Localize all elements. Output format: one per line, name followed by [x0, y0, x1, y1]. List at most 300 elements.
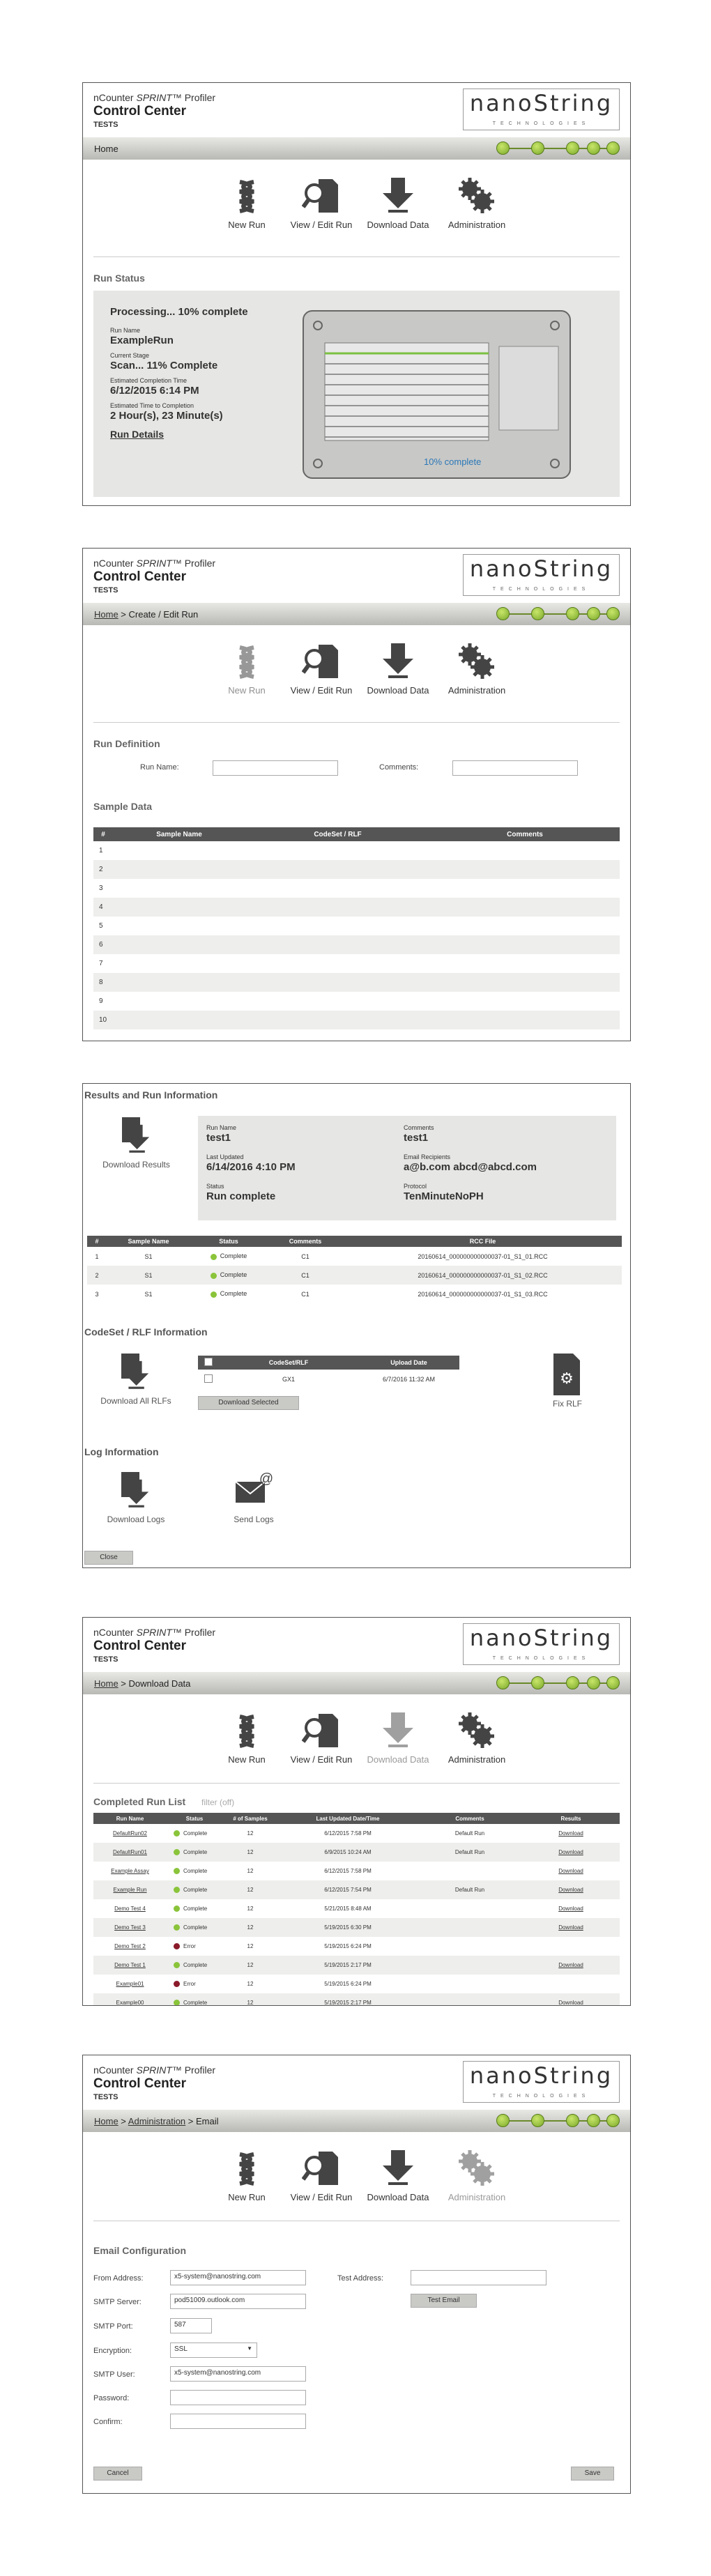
table-row[interactable] [93, 1956, 620, 1975]
download-data-button[interactable]: Download Data [356, 642, 440, 696]
send-logs-button[interactable]: @ Send Logs [234, 1471, 274, 1524]
email-screen [82, 2055, 631, 2494]
product-line: nCounter SPRINT™ Profiler [93, 92, 216, 103]
download-link[interactable]: Download [522, 1993, 620, 2006]
view-edit-run-button[interactable]: View / Edit Run [280, 176, 363, 230]
row-index: 9 [99, 997, 103, 1005]
download-results-button[interactable]: Download Results [93, 1116, 180, 1170]
product-line: nCounter SPRINT™ Profiler [93, 558, 216, 569]
run-name-link[interactable]: Demo Test 4 [114, 1906, 146, 1912]
confirm-label: Confirm: [93, 2418, 123, 2426]
cartridge-graphic [303, 310, 571, 479]
main-toolbar [93, 2132, 620, 2221]
row-index: 8 [93, 973, 113, 992]
nanostring-logo: nanoString TECHNOLOGIES [463, 2061, 620, 2103]
run-name-input[interactable] [213, 760, 338, 776]
breadcrumb: Home > Administration > Email [94, 2116, 219, 2126]
sample-name-cell[interactable] [113, 992, 245, 1011]
updated-cell: 5/19/2015 2:17 PM [278, 1956, 418, 1975]
gears-icon [457, 176, 496, 215]
comments-cell[interactable] [430, 879, 620, 898]
col-comments[interactable]: Comments [418, 1813, 522, 1824]
sample-name-cell[interactable] [113, 898, 245, 917]
codeset-cell[interactable] [245, 898, 430, 917]
table-row[interactable] [93, 1918, 620, 1937]
rcc-file-cell: 20160614_000000000000037-01_S1_01.RCC [418, 1252, 548, 1260]
status-cell: Error [167, 1937, 222, 1956]
smtp-user-input[interactable]: x5-system@nanostring.com [170, 2366, 306, 2382]
from-label: From Address: [93, 2274, 144, 2283]
run-status-panel [93, 291, 620, 497]
status-cell: Complete [167, 1880, 222, 1899]
nav-bar [83, 1672, 630, 1694]
codeset-cell[interactable] [245, 973, 430, 992]
status-dot-icon [211, 1273, 217, 1279]
row-index: 7 [99, 960, 103, 967]
email-config-title: Email Configuration [93, 2245, 186, 2256]
gears-icon [457, 2149, 496, 2188]
run-details-link[interactable]: Run Details [110, 429, 165, 440]
col-upload-date: Upload Date [390, 1359, 427, 1366]
comments-cell[interactable] [430, 973, 620, 992]
run-table-wrap [93, 1813, 620, 2006]
codeset-cell[interactable] [245, 992, 430, 1011]
cancel-button[interactable]: Cancel [93, 2467, 142, 2481]
table-row[interactable] [93, 860, 620, 879]
status-cell: Complete [190, 1266, 267, 1285]
new-run-icon [231, 2149, 262, 2188]
sample-name-cell: S1 [144, 1252, 153, 1260]
sample-name-cell[interactable] [113, 973, 245, 992]
codeset-cell[interactable] [245, 935, 430, 954]
comments-cell [418, 1899, 522, 1918]
table-row[interactable] [93, 1824, 620, 1843]
download-link[interactable]: Download [522, 1880, 620, 1899]
download-link[interactable] [522, 1975, 620, 1993]
download-link[interactable]: Download [558, 1868, 583, 1874]
encryption-select[interactable]: SSL ▼ [170, 2343, 257, 2358]
download-link[interactable]: Download [522, 1918, 620, 1937]
breadcrumb-home-link[interactable]: Home [94, 2116, 118, 2126]
updated-cell: 5/19/2015 6:24 PM [324, 1943, 372, 1949]
updated-cell: 6/12/2015 7:58 PM [324, 1868, 372, 1874]
comments-cell [418, 1993, 522, 2006]
row-index: 3 [99, 884, 103, 892]
status-dots [496, 1676, 620, 1690]
run-name-value: ExampleRun [110, 335, 174, 346]
run-name-link[interactable]: DefaultRun01 [93, 1843, 167, 1862]
password-label: Password: [93, 2394, 130, 2402]
view-edit-run-button[interactable]: View / Edit Run [280, 1711, 363, 1765]
row-index: 10 [93, 1011, 113, 1029]
download-data-button[interactable]: Download Data [356, 176, 440, 230]
status-dot-icon [174, 1830, 180, 1837]
nav-bar [83, 137, 630, 160]
table-row [87, 1266, 622, 1285]
samples-cell: 12 [222, 1880, 278, 1899]
status-cell: Complete [190, 1285, 267, 1303]
from-input[interactable]: x5-system@nanostring.com [170, 2270, 306, 2285]
table-row[interactable] [93, 1862, 620, 1880]
stage-label: Current Stage [110, 352, 150, 359]
password-input[interactable] [170, 2390, 306, 2405]
home-screen [82, 82, 631, 506]
comments-input[interactable] [452, 760, 578, 776]
sample-table [93, 827, 620, 1029]
download-data-button[interactable]: Download Data [356, 2149, 440, 2202]
table-row[interactable] [93, 1899, 620, 1918]
sample-name-cell[interactable] [113, 954, 245, 973]
col-samples[interactable]: # of Samples [222, 1813, 278, 1824]
results-table-wrap [87, 1236, 622, 1303]
protocol-label: Protocol [404, 1183, 427, 1190]
breadcrumb: Home > Create / Edit Run [94, 609, 199, 620]
comments-value: test1 [404, 1132, 429, 1144]
app-title: Control Center [93, 104, 186, 118]
status-dot-icon [174, 1981, 180, 1987]
download-link[interactable]: Download [522, 1843, 620, 1862]
table-row[interactable] [93, 917, 620, 935]
samples-cell: 12 [247, 1868, 254, 1874]
download-logs-button[interactable]: Download Logs [87, 1471, 185, 1524]
updated-cell: 5/21/2015 8:48 AM [324, 1906, 372, 1912]
sample-name-cell[interactable] [113, 917, 245, 935]
status-dot-icon [174, 1906, 180, 1912]
comments-cell: C1 [301, 1290, 309, 1298]
col-index: # [93, 827, 113, 841]
nanostring-logo: nanoString TECHNOLOGIES [463, 1623, 620, 1665]
updated-cell: 5/19/2015 2:17 PM [278, 1993, 418, 2006]
col-sample-name: Sample Name [113, 827, 245, 841]
sample-name-cell[interactable] [113, 1011, 245, 1029]
email-label: Email Recipients [404, 1153, 451, 1160]
test-address-label: Test Address: [337, 2274, 384, 2283]
new-run-button[interactable]: New Run [205, 2149, 289, 2202]
main-toolbar [93, 1694, 620, 1784]
product-line: nCounter SPRINT™ Profiler [93, 1627, 216, 1638]
col-index: # [87, 1236, 107, 1247]
table-row [87, 1247, 622, 1266]
table-row[interactable] [93, 935, 620, 954]
stage-value: Scan... 11% Complete [110, 360, 218, 371]
download-link[interactable]: Download [558, 1830, 583, 1837]
updated-cell: 5/19/2015 6:30 PM [278, 1918, 418, 1937]
comments-cell[interactable] [430, 898, 620, 917]
status-cell: Complete [167, 1862, 222, 1880]
col-run-name[interactable]: Run Name [93, 1813, 167, 1824]
administration-button[interactable]: Administration [435, 1711, 519, 1765]
run-name-label: Run Name: [140, 763, 179, 772]
codeset-cell[interactable] [245, 879, 430, 898]
col-status[interactable]: Status [167, 1813, 222, 1824]
row-index: 5 [99, 922, 103, 930]
confirm-input[interactable] [170, 2414, 306, 2429]
table-row[interactable] [93, 1975, 620, 1993]
codeset-cell[interactable] [245, 841, 430, 860]
run-status-title: Run Status [93, 273, 145, 284]
download-link[interactable]: Download [558, 1906, 583, 1912]
comments-cell [418, 1956, 522, 1975]
product-line: nCounter SPRINT™ Profiler [93, 2064, 216, 2076]
breadcrumb-admin-link[interactable]: Administration [128, 2116, 186, 2126]
codeset-cell[interactable] [245, 954, 430, 973]
status-dots [496, 607, 620, 621]
sample-data-title: Sample Data [93, 801, 153, 812]
updated-label: Last Updated [206, 1153, 244, 1160]
test-email-button[interactable]: Test Email [411, 2294, 477, 2308]
status-dot-icon [174, 1924, 180, 1931]
processing-text: Processing... 10% complete [110, 306, 248, 318]
table-row[interactable] [93, 992, 620, 1011]
rlf-date: 6/7/2016 11:32 AM [383, 1376, 435, 1383]
table-row[interactable] [93, 1843, 620, 1862]
status-cell: Complete [167, 1918, 222, 1937]
samples-cell: 12 [247, 1830, 254, 1837]
sample-name-cell[interactable] [113, 879, 245, 898]
codeset-cell[interactable] [245, 860, 430, 879]
status-dot-icon [174, 2000, 180, 2006]
comments-cell [418, 1862, 522, 1880]
smtp-port-label: SMTP Port: [93, 2322, 133, 2331]
comments-cell[interactable] [430, 992, 620, 1011]
status-label: Status [206, 1183, 224, 1190]
rcc-file-cell: 20160614_000000000000037-01_S1_03.RCC [418, 1290, 548, 1298]
app-header [83, 83, 630, 137]
table-row[interactable] [93, 954, 620, 973]
comments-cell [418, 1975, 522, 1993]
status-cell: Complete [190, 1247, 267, 1266]
nanostring-logo: nanoString TECHNOLOGIES [463, 89, 620, 130]
app-title: Control Center [93, 569, 186, 584]
comments-cell: Default Run [454, 1830, 485, 1837]
status-value: Run complete [206, 1190, 276, 1202]
download-arrow-icon [381, 176, 415, 215]
sample-name-cell[interactable] [113, 860, 245, 879]
administration-button[interactable]: Administration [435, 642, 519, 696]
status-dot-icon [174, 1943, 180, 1949]
magnifier-document-icon [302, 1711, 341, 1750]
download-document-icon [119, 1116, 154, 1158]
status-dots [496, 2114, 620, 2128]
status-dot-icon [174, 1962, 180, 1968]
samples-cell: 12 [222, 1918, 278, 1937]
filter-link[interactable]: filter (off) [201, 1797, 235, 1807]
codeset-title: CodeSet / RLF Information [84, 1326, 208, 1337]
row-index: 3 [95, 1290, 99, 1298]
row-index: 4 [93, 898, 113, 917]
table-row[interactable] [93, 1880, 620, 1899]
col-status: Status [190, 1236, 267, 1247]
row-index: 1 [95, 1252, 99, 1260]
col-codeset: CodeSet / RLF [245, 827, 430, 841]
comments-cell: C1 [267, 1266, 344, 1285]
svg-text:⚙: ⚙ [560, 1370, 574, 1387]
row-index: 2 [93, 860, 113, 879]
comments-label: Comments: [379, 763, 419, 772]
col-updated[interactable]: Last Updated Date/Time [278, 1813, 418, 1824]
run-name-link[interactable]: Demo Test 1 [93, 1956, 167, 1975]
download-data-button[interactable]: Download Data [356, 1711, 440, 1765]
magnifier-document-icon [302, 176, 341, 215]
fix-rlf-document-icon [552, 1352, 583, 1397]
status-cell: Complete [167, 1956, 222, 1975]
table-row[interactable] [93, 1937, 620, 1956]
table-row[interactable] [93, 1011, 620, 1029]
user-label: TESTS [93, 121, 118, 129]
run-name-value: test1 [206, 1132, 231, 1144]
run-name-link[interactable]: Example Assay [111, 1868, 149, 1874]
updated-cell: 6/12/2015 7:54 PM [278, 1880, 418, 1899]
table-row [87, 1285, 622, 1303]
status-cell: Complete [167, 1824, 222, 1843]
download-selected-button[interactable]: Download Selected [198, 1396, 299, 1410]
user-label: TESTS [93, 1655, 118, 1664]
gears-icon [457, 642, 496, 681]
breadcrumb-home-link[interactable]: Home [94, 1678, 118, 1689]
administration-button[interactable]: Administration [435, 2149, 519, 2202]
rlf-name: GX1 [282, 1376, 295, 1383]
smtp-port-input[interactable]: 587 [170, 2318, 212, 2333]
table-row[interactable] [93, 1993, 620, 2006]
view-edit-run-button[interactable]: View / Edit Run [280, 642, 363, 696]
status-cell: Complete [167, 1843, 222, 1862]
save-button[interactable]: Save [571, 2467, 614, 2481]
select-all-checkbox[interactable] [204, 1358, 213, 1366]
sample-name-cell: S1 [107, 1266, 190, 1285]
main-toolbar [93, 160, 620, 257]
sample-name-cell[interactable] [113, 841, 245, 860]
run-table [93, 1813, 620, 2006]
col-results[interactable]: Results [522, 1813, 620, 1824]
download-document-icon [118, 1471, 153, 1512]
user-label: TESTS [93, 586, 118, 595]
close-button[interactable]: Close [84, 1551, 133, 1565]
new-run-button[interactable]: New Run [205, 176, 289, 230]
comments-cell[interactable] [430, 917, 620, 935]
row-index: 1 [99, 847, 103, 854]
rcc-file-cell: 20160614_000000000000037-01_S1_02.RCC [344, 1266, 622, 1285]
download-arrow-icon [381, 642, 415, 681]
download-link[interactable] [522, 1937, 620, 1956]
run-name-link[interactable]: Demo Test 3 [93, 1918, 167, 1937]
table-row[interactable] [93, 898, 620, 917]
status-dot-icon [211, 1254, 217, 1260]
results-screen [82, 1083, 631, 1568]
updated-cell: 5/19/2015 6:24 PM [324, 1981, 372, 1987]
breadcrumb: Home [94, 144, 118, 154]
comments-cell: Default Run [418, 1843, 522, 1862]
comments-cell [418, 1918, 522, 1937]
download-arrow-icon [381, 1711, 415, 1750]
gears-icon [457, 1711, 496, 1750]
view-edit-run-button[interactable]: View / Edit Run [280, 2149, 363, 2202]
est-label: Estimated Completion Time [110, 377, 188, 384]
new-run-icon [231, 642, 262, 681]
magnifier-document-icon [302, 642, 341, 681]
comments-cell: C1 [301, 1252, 309, 1260]
samples-cell: 12 [247, 1981, 254, 1987]
run-name-link[interactable]: Demo Test 2 [114, 1943, 146, 1949]
envelope-at-icon [233, 1471, 275, 1512]
test-address-input[interactable] [411, 2270, 546, 2285]
sample-name-cell: S1 [144, 1290, 153, 1298]
table-row[interactable] [93, 973, 620, 992]
app-header [83, 1618, 630, 1672]
comments-cell[interactable] [430, 860, 620, 879]
download-arrow-icon [381, 2149, 415, 2188]
fix-rlf-button[interactable]: ⚙ Fix RLF [536, 1352, 599, 1409]
download-all-rlfs-button[interactable]: Download All RLFs [87, 1352, 185, 1406]
run-name-label: Run Name [110, 327, 141, 334]
results-title: Results and Run Information [84, 1089, 218, 1101]
run-name-link[interactable]: Example01 [116, 1981, 144, 1987]
comments-cell [418, 1937, 522, 1956]
chevron-down-icon: ▼ [247, 2345, 252, 2352]
download-document-icon [118, 1352, 153, 1394]
run-name-link[interactable]: DefaultRun02 [113, 1830, 147, 1837]
comments-cell[interactable] [430, 841, 620, 860]
col-sample-name: Sample Name [107, 1236, 190, 1247]
samples-cell: 12 [222, 1993, 278, 2006]
main-toolbar [93, 625, 620, 723]
comments-cell[interactable] [430, 1011, 620, 1029]
nav-bar [83, 2110, 630, 2132]
codeset-cell[interactable] [245, 1011, 430, 1029]
smtp-server-input[interactable]: pod51009.outlook.com [170, 2294, 306, 2309]
col-codeset: CodeSet/RLF [268, 1359, 309, 1366]
status-cell: Error [167, 1975, 222, 1993]
new-run-button[interactable]: New Run [205, 642, 289, 696]
comments-cell[interactable] [430, 935, 620, 954]
new-run-icon [231, 1711, 262, 1750]
cartridge-icon [304, 312, 569, 477]
est-value: 6/12/2015 6:14 PM [110, 385, 199, 397]
codeset-cell[interactable] [245, 917, 430, 935]
rlf-row-checkbox[interactable] [204, 1374, 213, 1383]
comments-cell[interactable] [430, 954, 620, 973]
updated-value: 6/14/2016 4:10 PM [206, 1161, 296, 1173]
samples-cell: 12 [247, 1906, 254, 1912]
protocol-value: TenMinuteNoPH [404, 1190, 484, 1202]
status-dot-icon [174, 1849, 180, 1855]
download-link[interactable]: Download [522, 1956, 620, 1975]
new-run-button[interactable]: New Run [205, 1711, 289, 1765]
status-dot-icon [174, 1868, 180, 1874]
samples-cell: 12 [222, 1843, 278, 1862]
completed-run-list-title: Completed Run List [93, 1796, 186, 1807]
row-index: 2 [87, 1266, 107, 1285]
user-label: TESTS [93, 2093, 118, 2101]
breadcrumb-home-link[interactable]: Home [94, 609, 118, 620]
encryption-label: Encryption: [93, 2347, 132, 2355]
run-name-link[interactable]: Example00 [93, 1993, 167, 2006]
status-dot-icon [174, 1887, 180, 1893]
status-cell: Complete [167, 1899, 222, 1918]
app-title: Control Center [93, 2076, 186, 2091]
create-run-screen [82, 548, 631, 1041]
results-table [87, 1236, 622, 1303]
run-name-link[interactable]: Example Run [93, 1880, 167, 1899]
sample-name-cell[interactable] [113, 935, 245, 954]
breadcrumb: Home > Download Data [94, 1678, 191, 1689]
table-row[interactable] [93, 841, 620, 860]
table-row[interactable] [93, 879, 620, 898]
remain-label: Estimated Time to Completion [110, 402, 194, 409]
log-title: Log Information [84, 1446, 159, 1457]
run-info-panel [198, 1116, 616, 1220]
comments-cell: Default Run [418, 1880, 522, 1899]
administration-button[interactable]: Administration [435, 176, 519, 230]
